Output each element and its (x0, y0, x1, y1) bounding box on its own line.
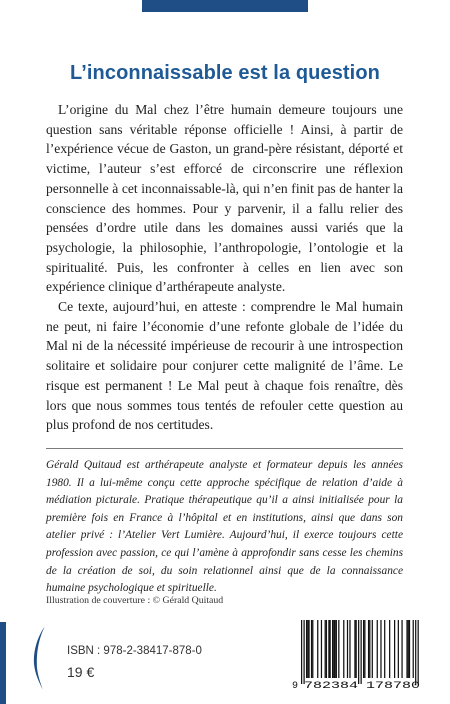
barcode-bar (326, 620, 327, 678)
barcode-bar (384, 620, 385, 678)
barcode-bar (347, 620, 348, 678)
quill-feather-icon (30, 624, 50, 694)
barcode-bar (301, 620, 302, 684)
barcode-bar (356, 620, 357, 678)
barcode-bar (336, 620, 337, 678)
price-label: 19 € (67, 664, 95, 680)
side-accent-stripe (0, 622, 6, 704)
barcode-bar (321, 620, 322, 678)
barcode-bar (372, 620, 373, 678)
ean-barcode (288, 618, 432, 690)
barcode-bar (409, 620, 410, 678)
barcode-bar (364, 620, 365, 678)
barcode-bar (325, 620, 326, 678)
barcode-digit-lead: 9 (292, 681, 299, 690)
barcode-bar (377, 620, 378, 678)
barcode-bar (334, 620, 335, 678)
barcode-bar (354, 620, 355, 678)
barcode-bar (363, 620, 364, 678)
blurb-paragraph-1: L’origine du Mal chez l’être humain demeure toujours une question sans véritable réponse officielle ! Ainsi, à partir de l’expérience vécue de Gaston, un grand-père résistant, déporté et victime, l’auteur s’est efforcé de circonscrire une réflexion personnelle à cet inconnaissable-là, qui n’en finit pas de hanter la conscience des hommes. Pour y parvenir, il a fallu relier des pensées d’ordre utile dans les domaines aussi variés que la psychologie, la philosophie, l’anthropologie, l’ontologie et la spiritualité. Puis, les confronter à celles en lien avec son expérience clinique d’arthérapeute analyste. (46, 102, 403, 295)
blurb-text (46, 100, 403, 435)
barcode-bar (415, 620, 416, 684)
barcode-bar (332, 620, 333, 678)
barcode-bar (398, 620, 399, 678)
barcode-bar (401, 620, 402, 678)
barcode-bars (301, 620, 419, 684)
isbn-number: ISBN : 978-2-38417-878-0 (67, 645, 202, 657)
barcode-bar (333, 620, 334, 678)
author-biography: Gérald Quitaud est arthérapeute analyste et formateur depuis les années 1980. Il a lui-même conçu cette approche spécifique de relation d’aide à médiation picturale. Pratique thérapeutique qu’il a ainsi initialisée pour la première fois en France à l’hôpital et en institutions, ainsi que dans son atelier privé : l’Atelier Vert Lumière. Aujourd’hui, il exerce toujours cette profession avec passion, ce qui l’amène à approfondir sans cesse les chemins de la création de soi, du soin relationnel ainsi que de la connaissance humaine psychologique et spirituelle. (46, 459, 403, 595)
barcode-bar (418, 620, 419, 684)
barcode-digits-left: 782384 (304, 681, 358, 690)
barcode-bar (338, 620, 339, 678)
barcode-bar (328, 620, 329, 678)
back-cover-title: L’inconnaissable est la question (70, 62, 380, 84)
blurb-paragraph-2: Ce texte, aujourd’hui, en atteste : comprendre le Mal humain ne peut, ni faire l’économie d’une refonte globale de l’idée du Mal ni de la nécessité impérieuse de recourir à une introspection solitaire et solidaire pour conjurer cette malignité de l’âme. Le risque est permanent ! Le Mal peut à chaque fois renaître, dès lors que nous sommes tous tentés de refouler cette question au plus profond de nos certitudes. (46, 299, 403, 433)
barcode-bar (358, 620, 359, 684)
barcode-bar (349, 620, 350, 678)
barcode-bar (312, 620, 313, 678)
barcode-bar (380, 620, 381, 678)
barcode-bar (343, 620, 344, 678)
barcode-bar (317, 620, 318, 678)
barcode-bar (389, 620, 390, 678)
barcode-bar (307, 620, 308, 678)
barcode-bar (413, 620, 414, 678)
top-accent-bar (142, 0, 308, 12)
barcode-bar (330, 620, 331, 678)
barcode-bar (368, 620, 369, 678)
barcode-bar (311, 620, 312, 678)
barcode-bar (361, 620, 362, 684)
barcode-bar (306, 620, 307, 678)
barcode-bar (303, 620, 304, 684)
cover-illustration-credit: Illustration de couverture : © Gérald Quitaud (46, 595, 224, 606)
barcode-digits-right: 178780 (366, 681, 420, 690)
barcode-bar (308, 620, 309, 678)
barcode-bar (408, 620, 409, 678)
section-divider (46, 448, 403, 449)
barcode-bar (394, 620, 395, 678)
barcode-bar (406, 620, 407, 678)
barcode-bar (369, 620, 370, 678)
